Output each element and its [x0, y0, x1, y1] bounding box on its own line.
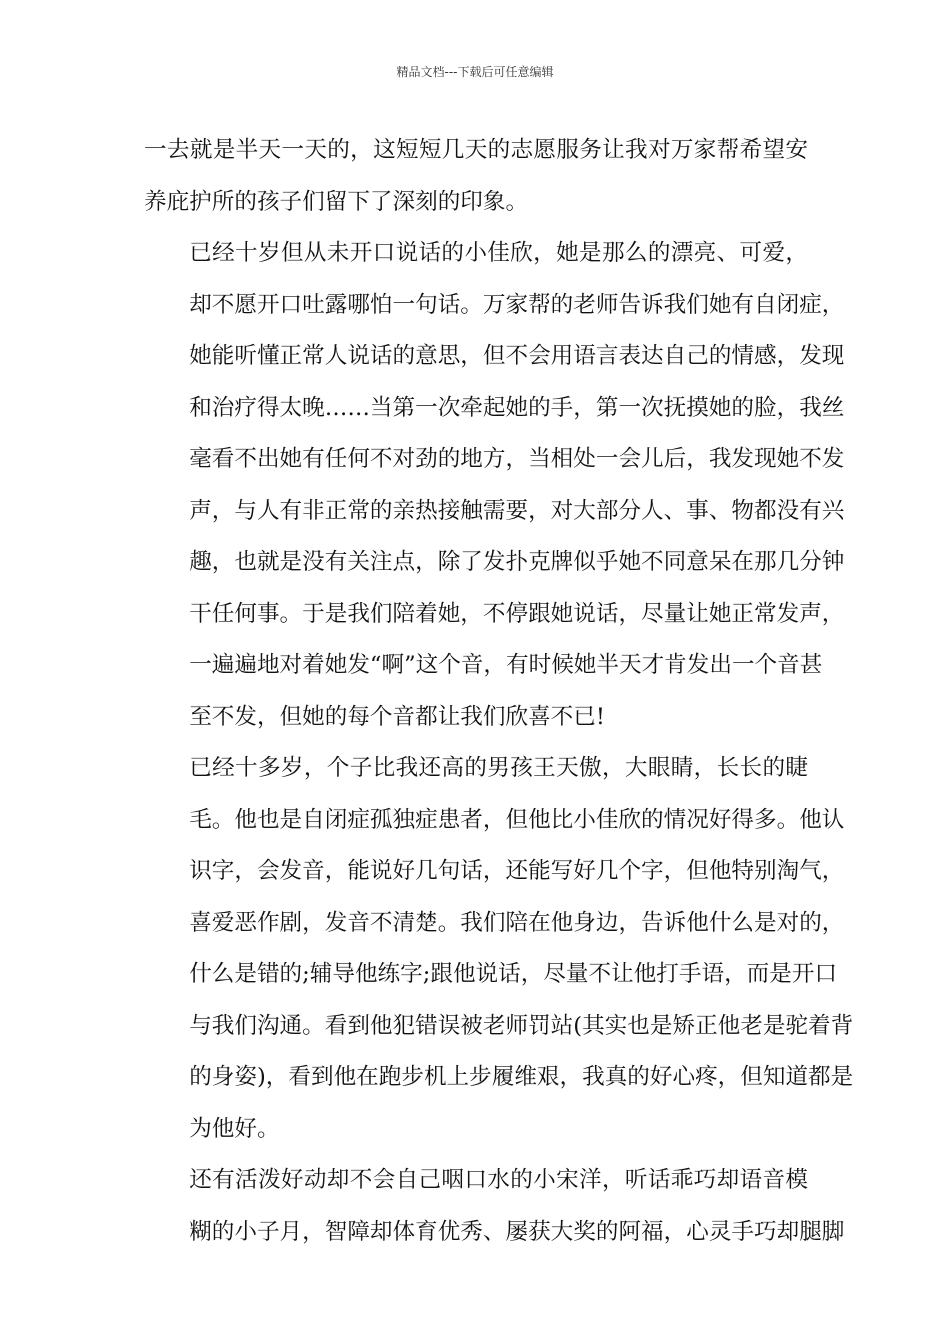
text-line: 和治疗得太晚……当第一次牵起她的手，第一次抚摸她的脸，我丝: [189, 394, 845, 421]
text-line: 声，与人有非正常的亲热接触需要，对大部分人、事、物都没有兴: [189, 497, 845, 524]
paragraph: [144, 1155, 845, 1258]
paragraph: [144, 228, 845, 743]
text-line: 趣，也就是没有关注点，除了发扑克牌似乎她不同意呆在那几分钟: [189, 549, 845, 575]
text-line: 什么是错的;辅导他练字;跟他说话，尽量不让他打手语，而是开口: [189, 961, 838, 987]
text-line: 一遍遍地对着她发“啊”这个音，有时候她半天才肯发出一个音甚: [189, 652, 823, 678]
text-line: 还有活泼好动却不会自己咽口水的小宋洋，听话乖巧却语音模: [189, 1167, 808, 1193]
text-line: 一去就是半天一天的，这短短几天的志愿服务让我对万家帮希望安: [144, 137, 808, 163]
text-line: 糊的小子月，智障却体育优秀、屡获大奖的阿福，心灵手巧却腿脚: [189, 1218, 845, 1245]
text-line: 识字，会发音，能说好几句话，还能写好几个字，但他特别淘气，: [189, 858, 845, 884]
paragraph: [144, 743, 854, 1155]
document-body: [144, 125, 854, 1258]
paragraph: [144, 125, 808, 228]
text-line: 干任何事。于是我们陪着她，不停跟她说话，尽量让她正常发声，: [189, 600, 845, 627]
text-line: 养庇护所的孩子们留下了深刻的印象。: [144, 188, 529, 215]
text-line: 喜爱恶作剧，发音不清楚。我们陪在他身边，告诉他什么是对的，: [189, 909, 845, 936]
text-line: 却不愿开口吐露哪怕一句话。万家帮的老师告诉我们她有自闭症，: [189, 291, 845, 318]
text-line: 至不发，但她的每个音都让我们欣喜不已!: [189, 703, 605, 730]
text-line: 为他好。: [189, 1115, 280, 1142]
text-line: 她能听懂正常人说话的意思，但不会用语言表达自己的情感，发现: [189, 343, 845, 369]
page-header: 精品文档---下载后可任意编辑: [396, 65, 554, 79]
text-line: 的身姿)，看到他在跑步机上步履维艰，我真的好心疼，但知道都是: [189, 1064, 854, 1090]
text-line: 已经十岁但从未开口说话的小佳欣，她是那么的漂亮、可爱，: [189, 240, 808, 266]
text-line: 毛。他也是自闭症孤独症患者，但他比小佳欣的情况好得多。他认: [189, 806, 845, 833]
text-line: 与我们沟通。看到他犯错误被老师罚站(其实也是矫正他老是驼着背: [189, 1012, 854, 1039]
text-line: 毫看不出她有任何不对劲的地方，当相处一会儿后，我发现她不发: [189, 446, 845, 472]
text-line: 已经十多岁，个子比我还高的男孩王天傲，大眼睛，长长的睫: [189, 755, 808, 781]
